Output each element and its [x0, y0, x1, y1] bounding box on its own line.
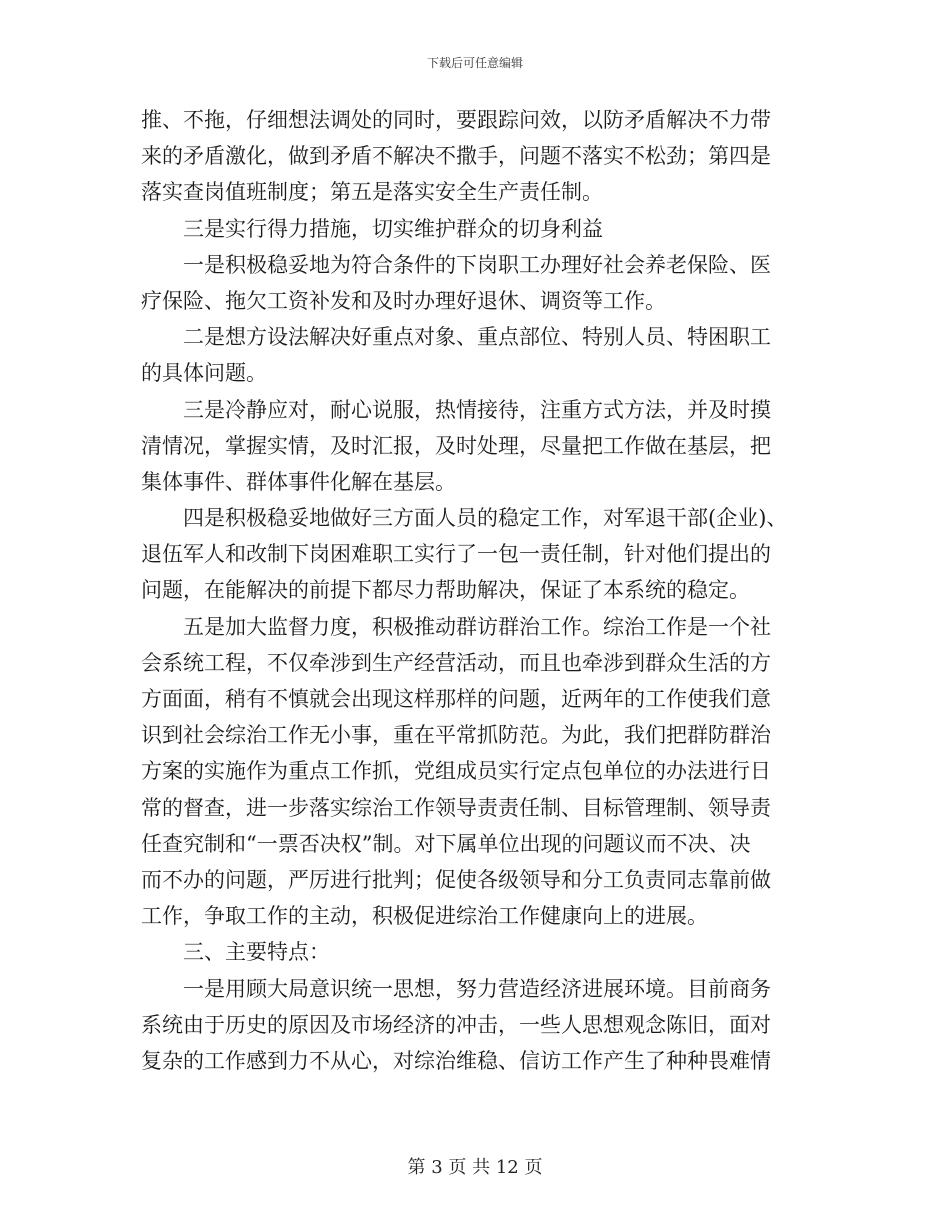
- text-line: 会系统工程，不仅牵涉到生产经营活动，而且也牵涉到群众生活的方: [141, 650, 771, 675]
- text-line: 工作，争取工作的主动，积极促进综治工作健康向上的进展。: [141, 904, 708, 929]
- text-line: 复杂的工作感到力不从心，对综治维稳、信访工作产生了种种畏难情: [141, 1048, 771, 1073]
- text-line: 方案的实施作为重点工作抓，党组成员实行定点包单位的办法进行日: [141, 759, 771, 784]
- text-line: 识到社会综治工作无小事，重在平常抓防范。为此，我们把群防群治: [141, 723, 771, 748]
- text-line: 清情况，掌握实情，及时汇报，及时处理，尽量把工作做在基层，把: [141, 433, 771, 458]
- text-line: 退伍军人和改制下岗困难职工实行了一包一责任制，针对他们提出的: [141, 542, 771, 567]
- text-line: 二是想方设法解决好重点对象、重点部位、特别人员、特困职工: [183, 325, 771, 350]
- text-line: 推、不拖，仔细想法调处的同时，要跟踪问效，以防矛盾解决不力带: [141, 108, 771, 132]
- page-footer: 第 3 页 共 12 页: [407, 1157, 543, 1178]
- text-line: 集体事件、群体事件化解在基层。: [141, 469, 456, 494]
- text-line: 问题，在能解决的前提下都尽力帮助解决，保证了本系统的稳定。: [141, 578, 750, 603]
- text-line: 三是冷静应对，耐心说服，热情接待，注重方式方法，并及时摸: [183, 397, 771, 422]
- text-line: 的具体问题。: [141, 361, 267, 386]
- text-line: 来的矛盾激化，做到矛盾不解决不撒手，问题不落实不松劲；第四是: [141, 144, 771, 169]
- text-line: 落实查岗值班制度；第五是落实安全生产责任制。: [141, 180, 603, 205]
- text-line: 一是积极稳妥地为符合条件的下岗职工办理好社会养老保险、医: [183, 252, 771, 277]
- text-line: 常的督查，进一步落实综治工作领导责责任制、目标管理制、领导责: [141, 795, 771, 820]
- text-line: 而不办的问题，严厉进行批判；促使各级领导和分工负责同志靠前做: [141, 867, 771, 892]
- text-line: 一是用顾大局意识统一思想，努力营造经济进展环境。目前商务: [183, 976, 771, 1001]
- text-line: 五是加大监督力度，积极推动群访群治工作。综治工作是一个社: [183, 614, 771, 639]
- text-line: 方面面，稍有不慎就会出现这样那样的问题，近两年的工作使我们意: [141, 687, 771, 711]
- text-line: 三是实行得力措施，切实维护群众的切身利益: [183, 216, 603, 241]
- text-line: 系统由于历史的原因及市场经济的冲击，一些人思想观念陈旧，面对: [141, 1012, 771, 1037]
- text-line: 任查究制和“一票否决权”制。对下属单位出现的问题议而不决、决: [141, 831, 751, 856]
- text-line: 疗保险、拖欠工资补发和及时办理好退休、调资等工作。: [141, 288, 666, 313]
- document-body: [141, 102, 809, 1079]
- page-header: 下载后可任意编辑: [426, 56, 523, 70]
- section-heading: 三、主要特点：: [183, 940, 330, 965]
- text-line: 四是积极稳妥地做好三方面人员的稳定工作，对军退干部(企业)、: [183, 506, 788, 531]
